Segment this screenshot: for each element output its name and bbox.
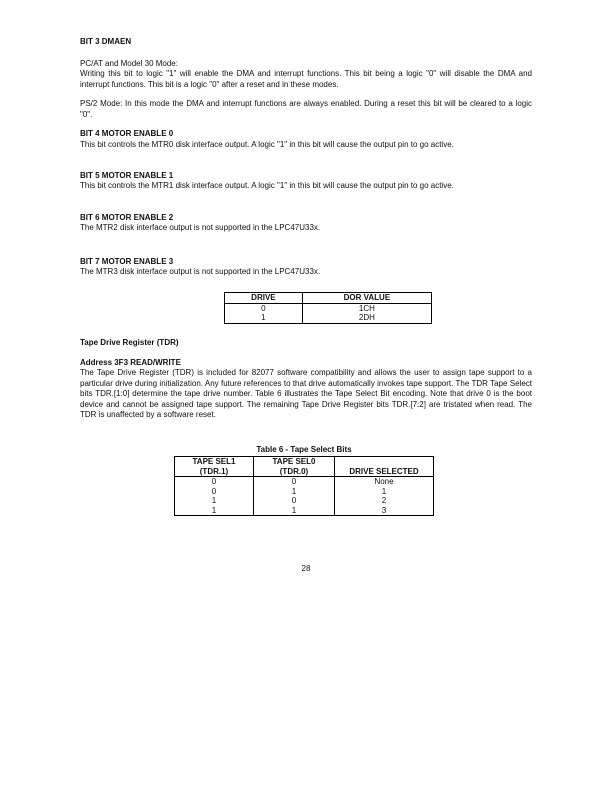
header-dor-value: DOR VALUE (302, 293, 431, 304)
cell: 2DH (358, 313, 375, 322)
header-drive: DRIVE (225, 293, 303, 304)
bit7-heading: BIT 7 MOTOR ENABLE 3 (80, 257, 174, 266)
cell: 1 (225, 313, 303, 323)
bit4-text: This bit controls the MTR0 disk interface output. A logic "1" in this bit will cause the output pin to go active. (80, 140, 454, 149)
bit5-heading: BIT 5 MOTOR ENABLE 1 (80, 171, 174, 180)
page-number: 28 (301, 564, 311, 573)
bit3-ps2-text: PS/2 Mode: In this mode the DMA and interrupt functions are always enabled. During a reset this bit will be cleared to a logic "0". (80, 99, 532, 119)
bit7-text: The MTR3 disk interface output is not supported in the LPC47U33x. (80, 267, 321, 276)
table-row (225, 313, 432, 323)
tdr-text: The Tape Drive Register (TDR) is included for 82077 software compatibility and allows the user to assign tape support to a particular drive during initialization. Any future references to that drive automatically invokes tape support. The TDR Tape Select bits TDR.[1:0] determine the tape drive number. Table 6 illustrates the Tape Select Bit encoding. Note that drive 0 is the boot device and cannot be assigned tape support. The remaining Tape Drive Register bits TDR.[7:2] are tristated when read. The TDR is unaffected by a software reset. (80, 368, 532, 420)
bit3-heading: BIT 3 DMAEN (80, 37, 132, 46)
cell: 1CH (358, 303, 375, 313)
bit5-text: This bit controls the MTR1 disk interface output. A logic "1" in this bit will cause the output pin to go active. (80, 181, 454, 190)
bit6-text: The MTR2 disk interface output is not supported in the LPC47U33x. (80, 223, 321, 232)
header-drive-selected: DRIVE SELECTED (335, 457, 434, 477)
bit3-mode-label: PC/AT and Model 30 Mode: (80, 59, 178, 68)
header-tape-sel1: TAPE SEL1 (TDR.1) (175, 457, 254, 477)
header-tape-sel0: TAPE SEL0 (TDR.0) (254, 457, 335, 477)
tape-select-table (174, 456, 434, 516)
bit3-text: Writing this bit to logic "1" will enable the DMA and interrupt functions. This bit being a logic "0" will disable the DMA and interrupt functions. This bit is a logic "0" after a reset and in these modes. (80, 69, 532, 89)
bit4-heading: BIT 4 MOTOR ENABLE 0 (80, 129, 174, 138)
table-row: 0 1 1 (175, 487, 434, 497)
tdr-address: Address 3F3 READ/WRITE (80, 358, 181, 367)
cell: 0 (225, 303, 303, 313)
tdr-heading: Tape Drive Register (TDR) (80, 338, 179, 347)
bit6-heading: BIT 6 MOTOR ENABLE 2 (80, 213, 174, 222)
table-row: 1 1 3 (175, 506, 434, 516)
dor-value-table (224, 292, 432, 324)
table6-caption: Table 6 - Tape Select Bits (256, 445, 352, 454)
table-row: 1 0 2 (175, 496, 434, 506)
table-row (225, 303, 432, 313)
table-row: 0 0 None (175, 477, 434, 487)
